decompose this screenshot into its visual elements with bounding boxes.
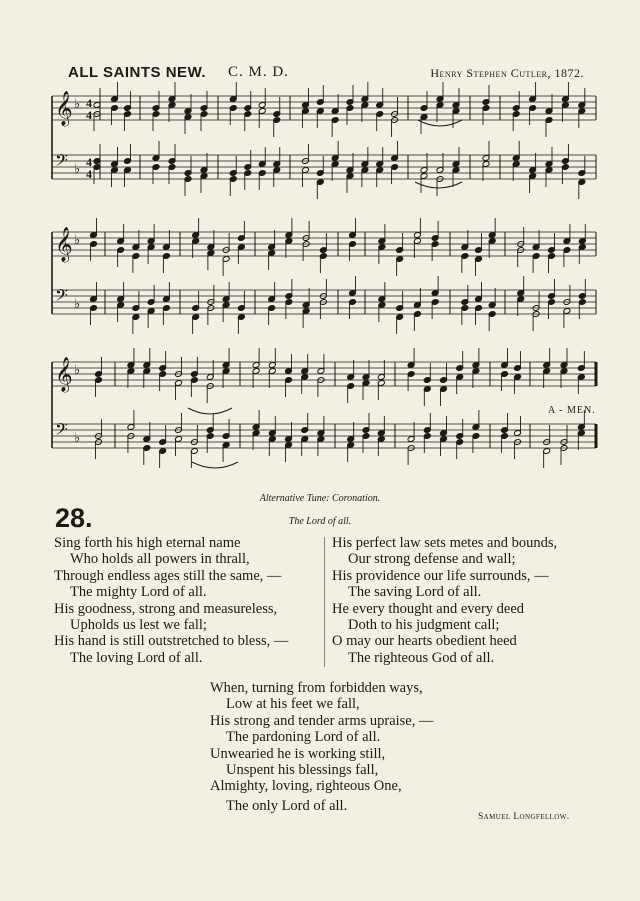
stanza-line: His strong and tender arms upraise, —: [210, 712, 434, 729]
time-signature-icon: 4: [86, 108, 92, 122]
stanza-line: His perfect law sets metes and bounds,: [332, 535, 558, 551]
stanza-line: Low at his feet we fall,: [226, 696, 360, 713]
time-signature-icon: 4: [86, 96, 92, 110]
flat-icon: ♭: [74, 233, 81, 248]
hymn-number: 28.: [55, 503, 93, 533]
time-signature-icon: 4: [86, 155, 92, 169]
stanza-line: His hand is still outstretched to bless, —: [54, 633, 289, 650]
stanza-line: When, turning from forbidden ways,: [210, 680, 423, 696]
time-signature-icon: 4: [86, 167, 92, 181]
stanza-2: [332, 535, 557, 666]
treble-clef-icon: 𝄞: [55, 227, 73, 262]
author-credit: Samuel Longfellow.: [478, 812, 570, 822]
flat-icon: ♭: [74, 297, 81, 312]
stanza-line: Upholds us lest we fall;: [70, 617, 207, 634]
amen-label: A - MEN.: [548, 405, 596, 416]
stanza-line: Sing forth his high eternal name: [54, 535, 241, 551]
treble-clef-icon: 𝄞: [55, 91, 73, 126]
hymn-title: The Lord of all.: [288, 516, 352, 527]
bass-clef-icon: 𝄢: [55, 150, 68, 174]
meter: C. M. D.: [228, 64, 289, 80]
stanza-line: The righteous God of all.: [348, 649, 495, 666]
treble-clef-icon: 𝄞: [55, 357, 73, 392]
flat-icon: ♭: [74, 97, 81, 112]
slur: [192, 462, 238, 468]
alternative-tune: Alternative Tune: Coronation.: [259, 493, 381, 504]
stanza-line: His providence our life surrounds, —: [332, 567, 549, 584]
stanza-line: Through endless ages still the same, —: [54, 567, 282, 584]
stanza-line: Who holds all powers in thrall,: [70, 551, 250, 568]
stanza-line: He every thought and every deed: [332, 600, 525, 617]
flat-icon: ♭: [74, 431, 81, 446]
stanza-line: The pardoning Lord of all.: [226, 729, 381, 746]
column-divider: [324, 537, 325, 667]
stanza-line: The loving Lord of all.: [70, 649, 203, 666]
stanza-line: The only Lord of all.: [226, 797, 348, 814]
flat-icon: ♭: [74, 162, 81, 177]
flat-icon: ♭: [74, 363, 81, 378]
stanza-line: Doth to his judgment call;: [348, 617, 500, 634]
stanza-3: [210, 680, 434, 814]
stanza-line: Unwearied he is working still,: [210, 745, 386, 762]
stanza-line: Unspent his blessings fall,: [226, 762, 379, 779]
stanza-line: The saving Lord of all.: [348, 584, 482, 601]
bass-clef-icon: 𝄢: [55, 285, 68, 309]
stanza-line: Almighty, loving, righteous One,: [210, 778, 402, 795]
slur: [418, 120, 462, 126]
stanza-line: O may our hearts obedient heed: [332, 633, 517, 650]
stanza-1: [54, 535, 288, 666]
bass-clef-icon: 𝄢: [55, 419, 68, 443]
tune-name: ALL SAINTS NEW.: [68, 64, 207, 81]
slur: [415, 182, 462, 188]
stanza-line: His goodness, strong and measureless,: [54, 600, 278, 617]
stanza-line: Our strong defense and wall;: [348, 551, 516, 568]
stanza-line: The mighty Lord of all.: [70, 584, 207, 601]
slur: [188, 408, 232, 414]
composer-credit: Henry Stephen Cutler, 1872.: [430, 66, 584, 80]
